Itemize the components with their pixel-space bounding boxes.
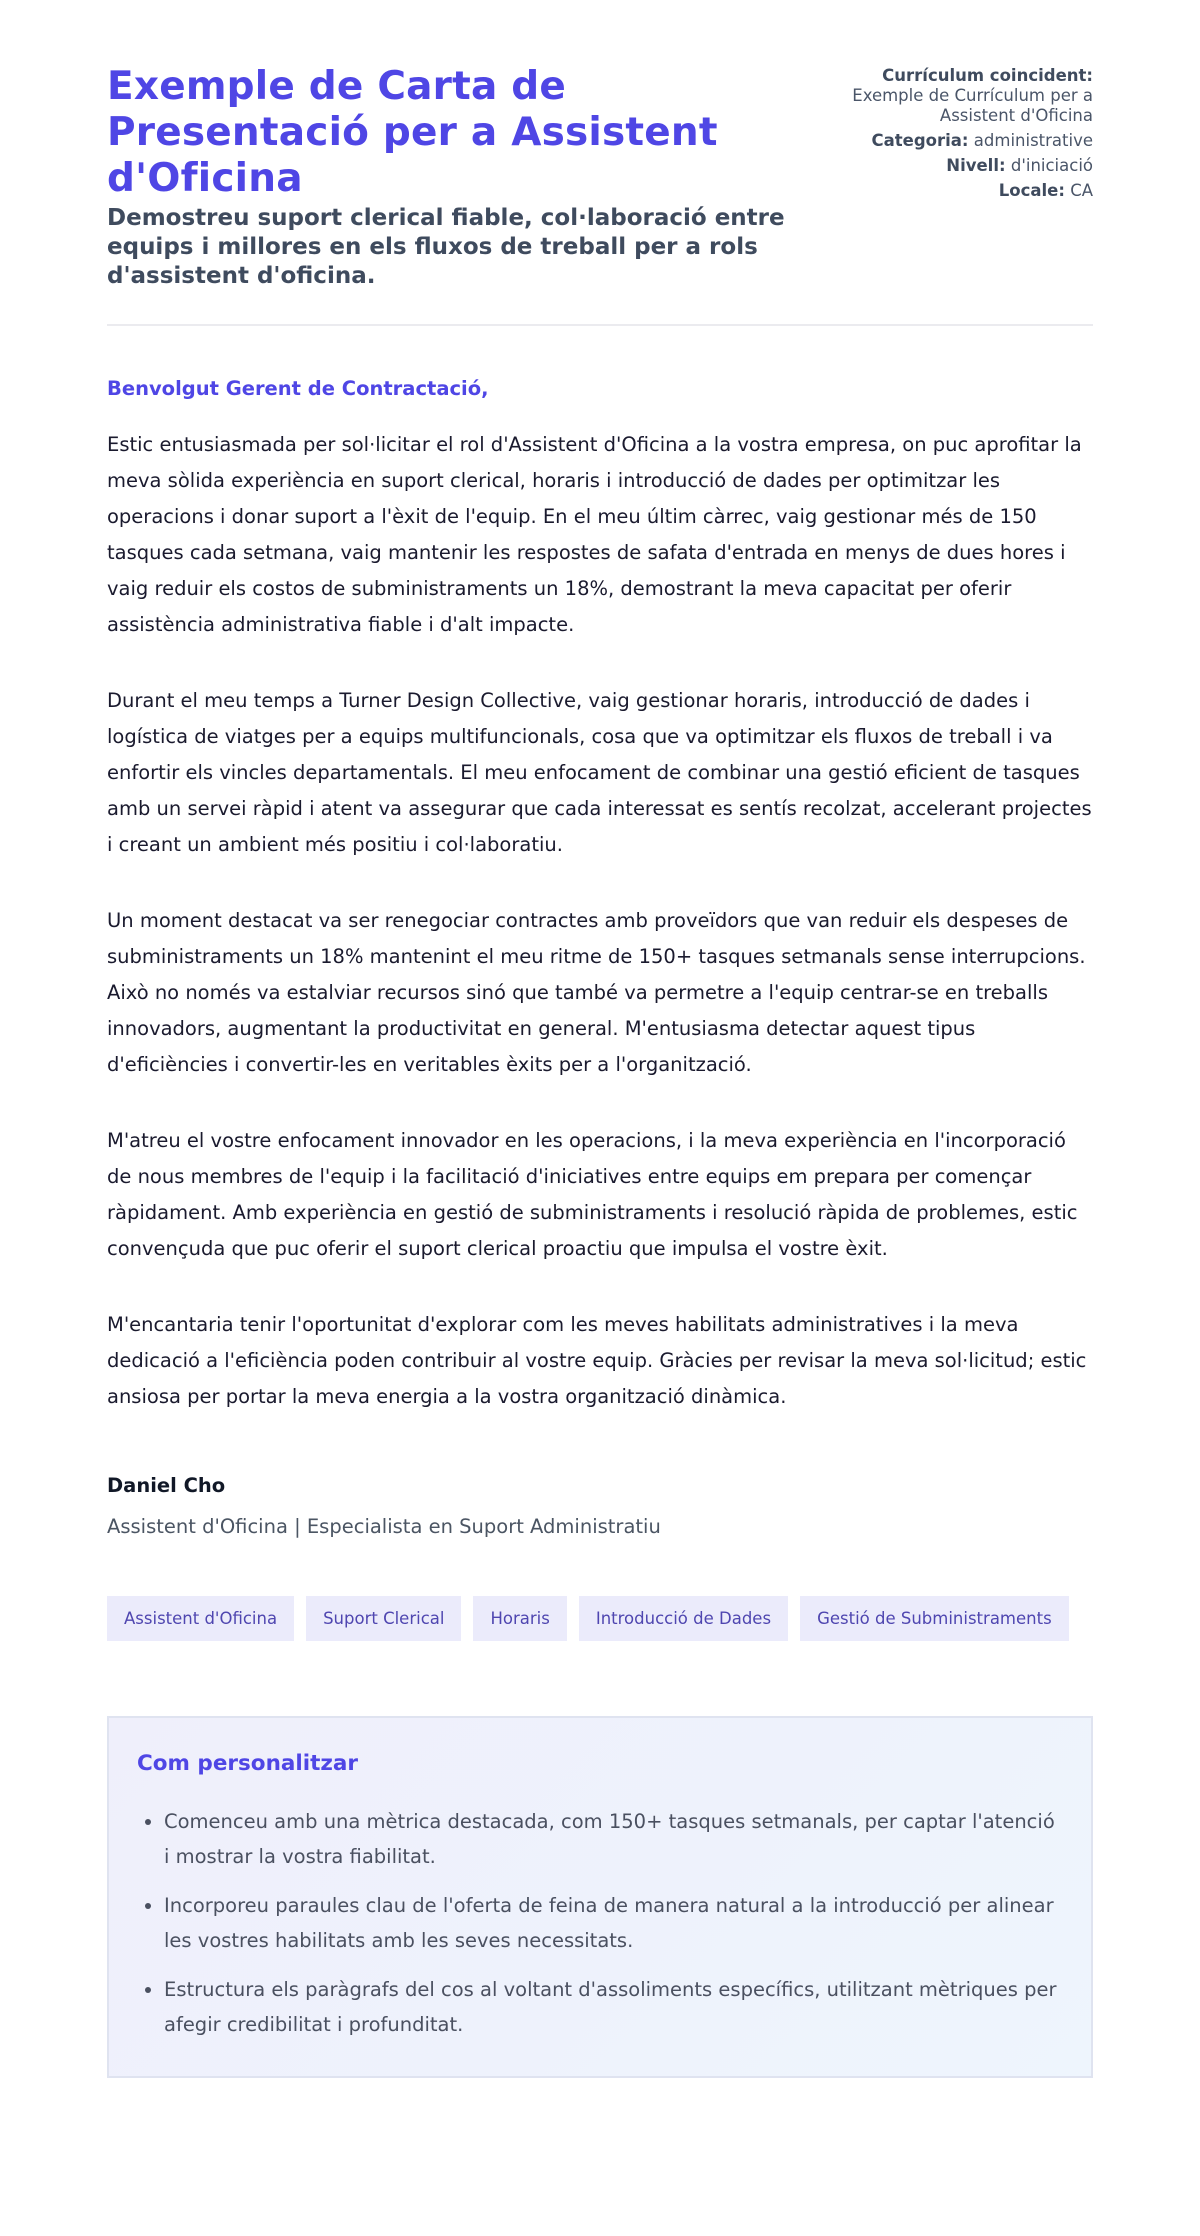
skill-tag[interactable]: Assistent d'Oficina — [107, 1596, 294, 1641]
skill-tags — [107, 1596, 1093, 1641]
signature-name: Daniel Cho — [107, 1474, 226, 1497]
metadata-panel — [803, 64, 1093, 206]
meta-level — [803, 156, 1093, 176]
skill-tag[interactable]: Gestió de Subministraments — [800, 1596, 1069, 1641]
skill-tag[interactable]: Horaris — [473, 1596, 566, 1641]
skill-tag[interactable]: Introducció de Dades — [579, 1596, 788, 1641]
meta-locale — [803, 181, 1093, 201]
letter-greeting: Benvolgut Gerent de Contractació, — [107, 377, 489, 400]
page-header — [107, 64, 1093, 291]
tips-list — [137, 1804, 1063, 2042]
page-subtitle: Demostreu suport clerical fiable, col·laboració entre equips i millores en els fluxos de treball per a rols d'assistent d'oficina. — [107, 205, 785, 289]
meta-value: d'iniciació — [1010, 156, 1093, 175]
letter-paragraphs — [107, 427, 1093, 1415]
matching-resume-link[interactable]: Exemple de Currículum per a Assistent d'Oficina — [852, 86, 1093, 125]
letter-paragraph: Un moment destacat va ser renegociar contractes amb proveïdors que van reduir els despeses de subministraments un 18% mantenint el meu ritme de 150+ tasques setmanals sense interrupcions. Això no només va estalviar recursos sinó que també va permetre a l'equip centrar-se en treballs innovadors, augmentant la productivitat en general. M'entusiasma detectar aquest tipus d'eficiències i convertir-les en veritables èxits per a l'organització. — [107, 909, 1086, 1076]
tip-item: • Comenceu amb una mètrica destacada, com 150+ tasques setmanals, per captar l'atenció i mostrar la vostra fiabilitat. — [164, 1804, 1063, 1874]
customization-tips-box — [107, 1716, 1093, 2078]
signature-title: Assistent d'Oficina | Especialista en Suport Administratiu — [107, 1515, 661, 1538]
tip-item: • Incorporeu paraules clau de l'oferta de feina de manera natural a la introducció per alinear les vostres habilitats amb les seves necessitats. — [164, 1888, 1063, 1958]
header-divider — [107, 324, 1093, 326]
letter-paragraph: Estic entusiasmada per sol·licitar el rol d'Assistent d'Oficina a la vostra empresa, on puc aprofitar la meva sòlida experiència en suport clerical, horaris i introducció de dades per optimitzar les operacions i donar suport a l'èxit de l'equip. En el meu últim càrrec, vaig gestionar més de 150 tasques cada setmana, vaig mantenir les respostes de safata d'entrada en menys de dues hores i vaig reduir els costos de subministraments un 18%, demostrant la meva capacitat per oferir assistència administrativa fiable i d'alt impacte. — [107, 433, 1082, 636]
meta-label: Locale: — [998, 181, 1065, 200]
cover-letter-page — [107, 0, 1093, 2078]
meta-value: CA — [1070, 181, 1093, 200]
tip-item: • Estructura els paràgrafs del cos al voltant d'assoliments específics, utilitzant mètriques per afegir credibilitat i profunditat. — [164, 1972, 1063, 2042]
meta-label: Currículum coincident: — [882, 66, 1093, 85]
letter-paragraph: M'encantaria tenir l'oportunitat d'explorar com les meves habilitats administratives i la meva dedicació a l'eficiència poden contribuir al vostre equip. Gràcies per revisar la meva sol·licitud; estic ansiosa per portar la meva energia a la vostra organització dinàmica. — [107, 1313, 1087, 1408]
skill-tag[interactable]: Suport Clerical — [306, 1596, 461, 1641]
letter-body — [107, 376, 1093, 1541]
meta-label: Nivell: — [946, 156, 1006, 175]
letter-paragraph: M'atreu el vostre enfocament innovador en les operacions, i la meva experiència en l'incorporació de nous membres de l'equip i la facilitació d'iniciatives entre equips em prepara per començar ràpidament. Amb experiència en gestió de subministraments i resolució ràpida de problemes, estic convençuda que puc oferir el suport clerical proactiu que impulsa el vostre èxit. — [107, 1129, 1078, 1260]
meta-matching-resume — [803, 66, 1093, 126]
signature-block — [107, 1473, 1093, 1541]
header-titles — [107, 64, 787, 291]
meta-category — [803, 131, 1093, 151]
meta-value: administrative — [973, 131, 1093, 150]
letter-paragraph: Durant el meu temps a Turner Design Collective, vaig gestionar horaris, introducció de dades i logística de viatges per a equips multifuncionals, cosa que va optimitzar els fluxos de treball i va enfortir els vincles departamentals. El meu enfocament de combinar una gestió eficient de tasques amb un servei ràpid i atent va assegurar que cada interessat es sentís recolzat, accelerant projectes i creant un ambient més positiu i col·laboratiu. — [107, 689, 1092, 856]
tips-title: Com personalitzar — [137, 1751, 359, 1776]
page-title: Exemple de Carta de Presentació per a Assistent d'Oficina — [107, 64, 718, 201]
meta-label: Categoria: — [871, 131, 969, 150]
